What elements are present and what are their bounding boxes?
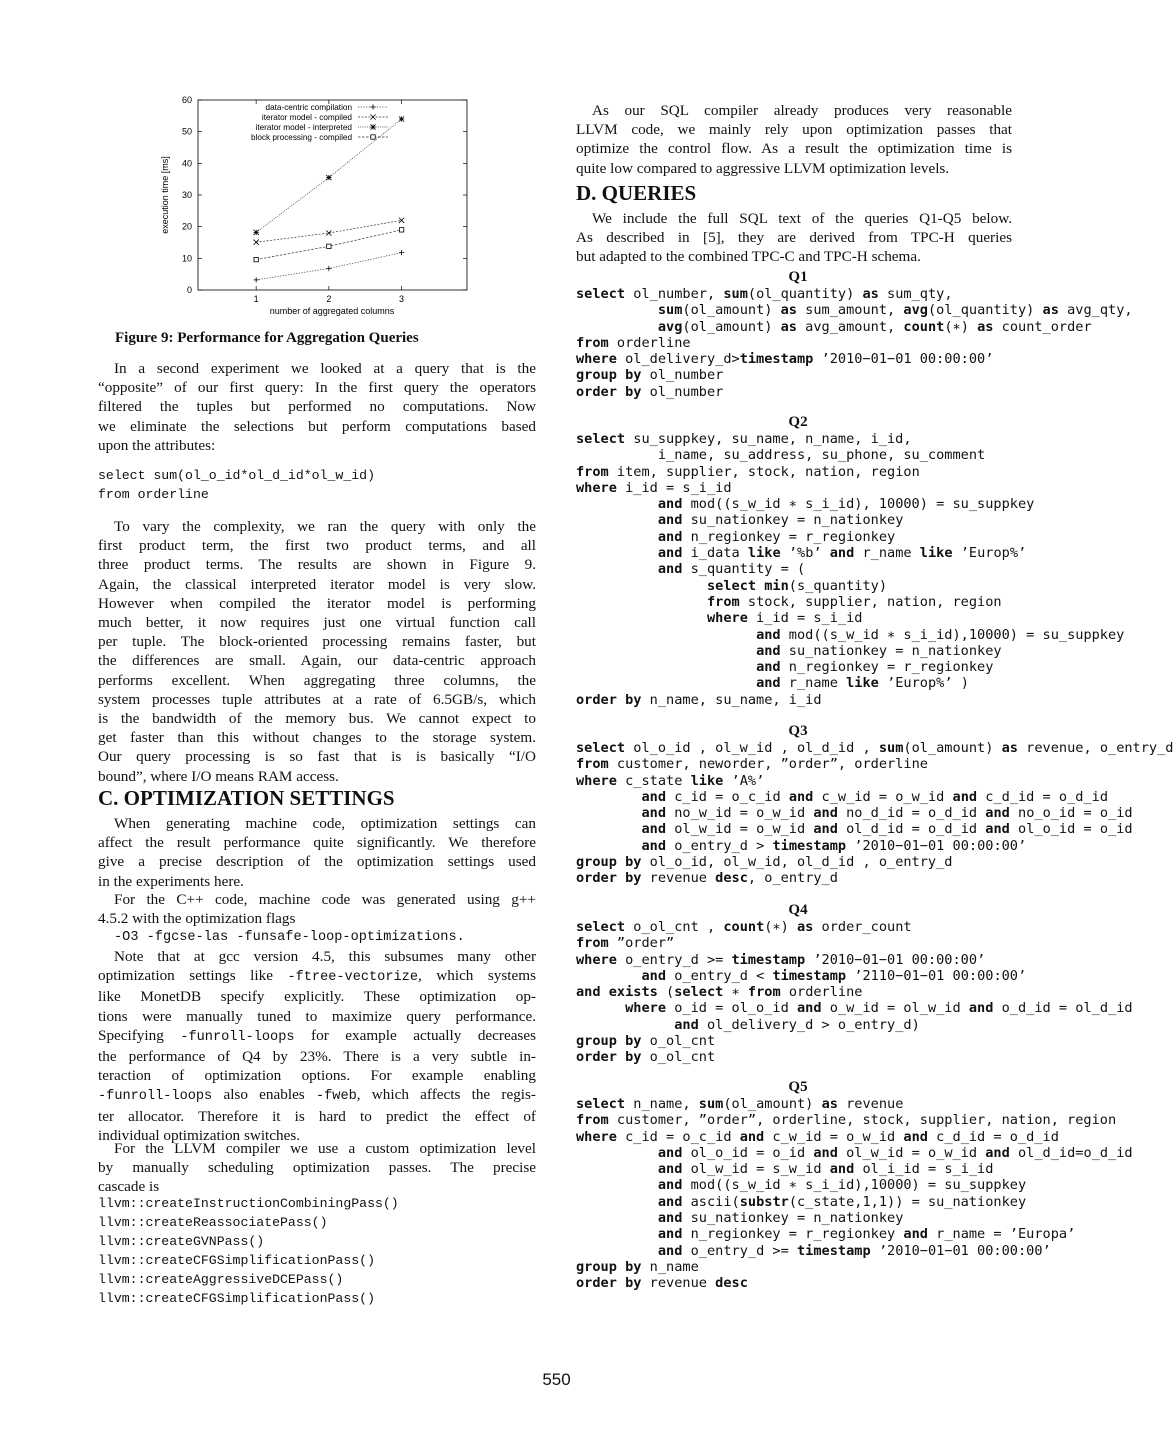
- sql-line: and o_entry_d > timestamp ’2010−01−01 00:00:00’: [641, 837, 1027, 854]
- query-q1: [576, 286, 1133, 400]
- y-tick-label: 60: [181, 95, 192, 105]
- sql-line: and mod((s_w_id ∗ s_i_id),10000) = su_suppkey: [756, 626, 1125, 643]
- code-line: select sum(ol_o_id*ol_d_id*ol_w_id): [98, 468, 375, 483]
- sql-line: avg(ol_amount) as avg_amount, count(∗) as count_order: [657, 318, 1092, 335]
- sql-line: and su_nationkey = n_nationkey: [657, 512, 904, 529]
- data-point: [371, 135, 375, 139]
- sql-line: from item, supplier, stock, nation, region: [576, 463, 920, 480]
- text-line: the differences are small. Again, our data-centric approach: [98, 652, 536, 670]
- paragraph-cpp-flags: [98, 890, 536, 948]
- sql-line: where ol_delivery_d>timestamp ’2010−01−01 00:00:00’: [576, 351, 994, 368]
- section-heading-c: C. OPTIMIZATION SETTINGS: [98, 786, 395, 810]
- legend-label: block processing - compiled: [250, 133, 352, 142]
- data-point: [399, 116, 404, 121]
- series-group: [254, 250, 405, 282]
- text-line: teraction of optimization options. For example enabling: [98, 1067, 536, 1085]
- sql-line: order by revenue desc, o_entry_d: [576, 870, 838, 887]
- text-line: give a precise description of the optimization settings used: [98, 853, 536, 871]
- paragraph-llvm-code: [576, 101, 1012, 178]
- sql-line: where i_id = s_i_id: [576, 479, 732, 496]
- text-line: the performance of Q4 by 23%. There is a very subtle in-: [98, 1048, 536, 1066]
- series-line: [256, 220, 401, 242]
- sql-line: and o_entry_d >= timestamp ’2010−01−01 00:00:00’: [657, 1242, 1051, 1259]
- query-title-q5: Q5: [788, 1079, 808, 1095]
- sql-line: and ol_w_id = o_w_id and ol_d_id = o_d_id and ol_o_id = o_id: [641, 821, 1133, 838]
- text-line: “opposite” of our first query: In the first query the operators: [98, 379, 536, 397]
- text-line: optimize the control flow. As a result the optimization time is: [576, 140, 1012, 158]
- data-point: [254, 230, 259, 235]
- sql-line: where o_id = ol_o_id and o_w_id = ol_w_id and o_d_id = ol_d_id: [625, 1000, 1133, 1017]
- sql-line: select o_ol_cnt , count(∗) as order_count: [576, 919, 912, 935]
- text-line: For the C++ code, machine code was generated using g++: [114, 891, 536, 908]
- code-select-sum: [98, 467, 375, 505]
- data-point: [370, 114, 375, 119]
- sql-line: and n_regionkey = r_regionkey: [657, 528, 896, 545]
- sql-line: and no_w_id = o_w_id and no_d_id = o_d_id and no_o_id = o_id: [641, 805, 1133, 822]
- sql-line: and i_data like ’%b’ and r_name like ’Europ%’: [657, 545, 1027, 562]
- legend-label: iterator model - interpreted: [255, 123, 352, 132]
- gcc-flags: -O3 -fgcse-las -funsafe-loop-optimizations.: [114, 930, 465, 946]
- sql-line: select su_suppkey, su_name, n_name, i_id,: [576, 431, 912, 447]
- sql-line: and n_regionkey = r_regionkey: [756, 659, 994, 676]
- text-line: first product term, the first two product terms, and all: [98, 537, 536, 555]
- y-tick-label: 20: [181, 221, 192, 232]
- sql-line: order by o_ol_cnt: [576, 1049, 716, 1066]
- text-line: like MonetDB specify explicitly. These optimization op-: [98, 988, 536, 1006]
- sql-line: group by o_ol_cnt: [576, 1033, 716, 1050]
- text-line: In a second experiment we looked at a query that is the: [114, 360, 536, 377]
- sql-line: where c_state like ’A%’: [576, 772, 765, 789]
- text-line: get faster than this without changes to the storage system.: [98, 729, 536, 747]
- text-line: However when compiled the iterator model is performing: [98, 594, 536, 612]
- code-line: llvm::createReassociatePass(): [98, 1214, 328, 1230]
- sql-line: order by n_name, su_name, i_id: [576, 691, 822, 708]
- data-point: [399, 228, 403, 232]
- text-line: To vary the complexity, we ran the query with only the: [114, 518, 536, 535]
- sql-line: order by revenue desc: [576, 1275, 748, 1292]
- text-line: 4.5.2 with the optimization flags: [98, 910, 296, 928]
- sql-line: order by ol_number: [576, 383, 724, 400]
- query-title-q2: Q2: [788, 414, 808, 430]
- chart-x-axis-label: number of aggregated columns: [269, 306, 395, 316]
- data-point: [327, 244, 331, 248]
- data-point: [254, 277, 259, 282]
- text-line: As described in [5], they are derived from TPC-H queries: [576, 229, 1012, 247]
- paragraph-second-experiment: [98, 359, 536, 455]
- sql-line: where c_id = o_c_id and c_w_id = o_w_id and c_d_id = o_d_id: [576, 1128, 1059, 1145]
- section-heading-d: D. QUERIES: [576, 181, 697, 205]
- text-line: We include the full SQL text of the queries Q1-Q5 below.: [592, 210, 1012, 227]
- text-line: upon the attributes:: [98, 436, 216, 454]
- text-line: by manually scheduling optimization passes. The precise: [98, 1159, 536, 1177]
- page-number: 550: [542, 1370, 571, 1389]
- text-line: system processes tuple attributes at a rate of 6.5GB/s, which: [98, 690, 536, 708]
- text-line: individual optimization switches.: [98, 1126, 301, 1144]
- paragraph-complexity: [98, 517, 536, 786]
- query-q2: [576, 431, 1124, 708]
- sql-line: and ol_w_id = s_w_id and ol_i_id = s_i_id: [657, 1161, 994, 1178]
- text-line: Note that at gcc version 4.5, this subsumes many other: [114, 948, 536, 965]
- x-tick-label: 1: [253, 294, 259, 304]
- query-q5: [576, 1096, 1133, 1292]
- sql-line: and mod((s_w_id ∗ s_i_id),10000) = su_suppkey: [657, 1177, 1027, 1194]
- data-point: [399, 250, 404, 255]
- query-q4: [576, 919, 1133, 1066]
- chart-y-axis-label: execution time [ms]: [160, 156, 170, 234]
- sql-line: and su_nationkey = n_nationkey: [756, 642, 1002, 659]
- text-line: in the experiments here.: [98, 872, 244, 890]
- text-line: filtered the tuples but performed no computations. Now: [98, 398, 536, 416]
- data-point: [326, 175, 331, 180]
- sql-line: and mod((s_w_id ∗ s_i_id), 10000) = su_suppkey: [657, 496, 1035, 513]
- sql-line: select n_name, sum(ol_amount) as revenue: [576, 1096, 904, 1112]
- aggregation-performance-chart: [156, 90, 536, 320]
- text-line: For the LLVM compiler we use a custom optimization level: [114, 1140, 536, 1157]
- text-line: When generating machine code, optimization settings can: [114, 815, 536, 832]
- sql-line: group by ol_number: [576, 367, 724, 384]
- text-line: three product terms. The results are shown in Figure 9.: [98, 556, 536, 574]
- code-line: llvm::createGVNPass(): [98, 1233, 265, 1249]
- sql-line: and su_nationkey = n_nationkey: [657, 1210, 904, 1227]
- data-point: [254, 257, 258, 261]
- query-q3: [576, 740, 1173, 887]
- sql-line: select ol_o_id , ol_w_id , ol_d_id , sum(ol_amount) as revenue, o_entry_d: [576, 740, 1173, 756]
- paragraph-optimization-intro: [98, 814, 536, 891]
- sql-line: and s_quantity = (: [657, 561, 806, 578]
- sql-line: and ol_o_id = o_id and ol_w_id = o_w_id and ol_d_id=o_d_id: [657, 1144, 1133, 1161]
- data-point: [370, 124, 375, 129]
- text-line: is the bandwidth of the memory bus. We cannot expect to: [98, 710, 536, 728]
- sql-line: from customer, neworder, ”order”, orderline: [576, 756, 928, 773]
- sql-line: and ascii(substr(c_state,1,1)) = su_nationkey: [657, 1193, 1027, 1210]
- y-tick-label: 10: [181, 253, 192, 264]
- code-line: llvm::createCFGSimplificationPass(): [98, 1252, 375, 1268]
- paragraph-llvm: [98, 1139, 536, 1197]
- text-line: ter allocator. Therefore it is hard to predict the effect of: [98, 1107, 536, 1125]
- series-group: [254, 218, 405, 245]
- text-line: Again, the classical interpreted iterator model is very slow.: [98, 575, 536, 593]
- x-tick-label: 2: [326, 294, 332, 304]
- text-line: cascade is: [98, 1178, 160, 1196]
- y-tick-label: 0: [186, 285, 192, 295]
- y-tick-label: 30: [181, 190, 192, 200]
- sql-line: sum(ol_amount) as sum_amount, avg(ol_quantity) as avg_qty,: [657, 302, 1133, 319]
- text-line: much better, it now requires just one virtual function call: [98, 614, 536, 632]
- sql-line: and ol_delivery_d > o_entry_d): [674, 1016, 920, 1033]
- legend-label: data-centric compilation: [265, 103, 352, 112]
- data-point: [370, 104, 375, 109]
- text-line: per tuple. The block-oriented processing remains faster, but: [98, 633, 536, 651]
- sql-line: and c_id = o_c_id and c_w_id = o_w_id and c_d_id = o_d_id: [641, 788, 1109, 805]
- sql-line: group by n_name: [576, 1258, 699, 1275]
- y-tick-label: 40: [181, 158, 192, 169]
- sql-line: and n_regionkey = r_regionkey and r_name = ’Europa’: [657, 1226, 1076, 1243]
- legend-label: iterator model - compiled: [261, 113, 352, 122]
- sql-line: from customer, ”order”, orderline, stock, supplier, nation, region: [576, 1112, 1117, 1129]
- code-line: llvm::createInstructionCombiningPass(): [98, 1196, 399, 1211]
- text-line: we eliminate the selections but perform computations based: [98, 417, 536, 435]
- text-line: optimization settings like -ftree-vectorize, which systems: [98, 967, 536, 986]
- paragraph-gcc-note: [98, 947, 536, 1145]
- paragraph-queries-intro: [576, 209, 1012, 267]
- sql-line: where i_id = s_i_id: [706, 610, 863, 627]
- code-line: llvm::createCFGSimplificationPass(): [98, 1290, 375, 1306]
- data-point: [326, 266, 331, 271]
- code-llvm-passes: [98, 1195, 399, 1308]
- x-tick-label: 3: [399, 294, 405, 304]
- sql-line: from ”order”: [576, 935, 675, 952]
- sql-line: select min(s_quantity): [706, 577, 888, 594]
- figure-caption: Figure 9: Performance for Aggregation Queries: [115, 330, 419, 346]
- code-line: llvm::createAggressiveDCEPass(): [98, 1271, 344, 1287]
- text-line: LLVM code, we mainly rely upon optimization passes that: [576, 121, 1012, 139]
- sql-line: and o_entry_d < timestamp ’2110−01−01 00:00:00’: [641, 967, 1027, 984]
- sql-line: i_name, su_address, su_phone, su_comment: [576, 447, 986, 464]
- sql-line: group by ol_o_id, ol_w_id, ol_d_id , o_entry_d: [576, 854, 953, 871]
- text-line: but adapted to the combined TPC-C and TPC-H schema.: [576, 248, 921, 266]
- sql-line: from orderline: [576, 334, 691, 351]
- sql-line: and r_name like ’Europ%’ ): [756, 675, 969, 692]
- query-title-q3: Q3: [788, 723, 808, 739]
- y-tick-label: 50: [181, 126, 192, 137]
- text-line: tions were manually tuned to maximize query performance.: [98, 1007, 536, 1025]
- sql-line: from stock, supplier, nation, region: [706, 593, 1002, 610]
- text-line: Specifying -funroll-loops for example actually decreases: [98, 1026, 536, 1045]
- text-line: affect the result performance quite significantly. We therefore: [98, 834, 536, 852]
- code-line: from orderline: [98, 486, 209, 502]
- text-line: -funroll-loops also enables -fweb, which affects the regis-: [98, 1086, 536, 1105]
- text-line: quite low compared to aggressive LLVM optimization levels.: [576, 159, 950, 177]
- sql-line: where o_entry_d >= timestamp ’2010−01−01 00:00:00’: [576, 951, 986, 968]
- sql-line: and exists (select ∗ from orderline: [576, 984, 863, 1001]
- text-line: performs excellent. When aggregating three columns, the: [98, 671, 536, 689]
- sql-line: select ol_number, sum(ol_quantity) as sum_qty,: [576, 286, 953, 302]
- query-title-q4: Q4: [788, 902, 808, 918]
- text-line: Our query processing is so fast that is is basically “I/O: [98, 748, 536, 766]
- query-title-q1: Q1: [788, 269, 808, 285]
- text-line: As our SQL compiler already produces very reasonable: [592, 102, 1012, 119]
- text-line: bound”, where I/O means RAM access.: [98, 767, 339, 785]
